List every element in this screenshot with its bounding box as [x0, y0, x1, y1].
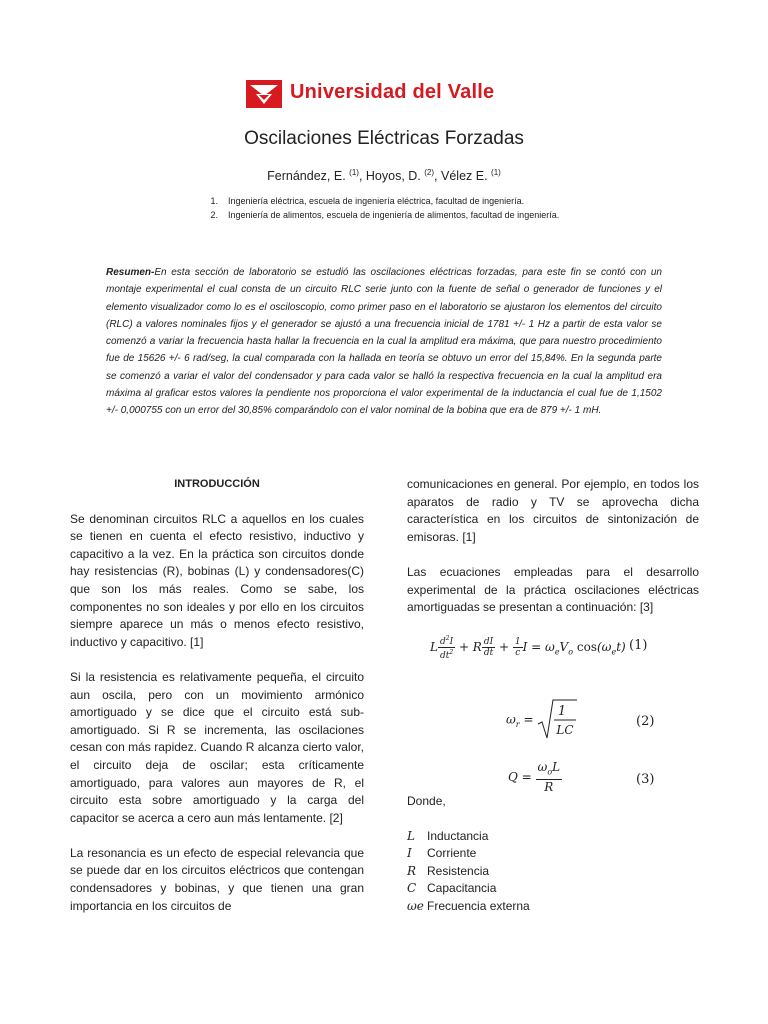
affiliation-2: 2. Ingeniería de alimentos, escuela de ingeniería de alimentos, facultad de ingeniería.	[210, 210, 560, 220]
author-2-affil: (2)	[424, 168, 435, 177]
authors: Fernández, E. $^{(1)}$, Hoyos, D. $^{(2)}$, Vélez E. $^{(1)}$	[267, 168, 501, 184]
university-name: Universidad del Valle	[290, 81, 495, 103]
list-item: L Inductancia	[407, 829, 489, 843]
list-item: C Capacitancia	[407, 881, 497, 896]
svg-text:1: 1	[558, 704, 567, 719]
right-paragraph-2: Las ecuaciones empleadas para el desarrollo experimental de la práctica oscilaciones eléctricas amortiguadas se presentan a continuación: [3]	[407, 564, 699, 615]
abstract	[106, 264, 662, 420]
author-1-affil: (1)	[349, 168, 359, 177]
equation-1: L $\frac{d^2I}{dt^2}$ + R $\frac{dI}{dt}$ + $\frac{1}{c}$ $I = \omega_eV_o$ $\cos(\omega_et)$	[430, 635, 626, 661]
author-2: Hoyos, D.	[365, 169, 421, 184]
list-item: I Corriente	[407, 846, 477, 861]
page-title: Oscilaciones Eléctricas Forzadas	[244, 128, 524, 149]
sqrt-icon	[537, 698, 577, 742]
abstract-label: Resumen-	[106, 267, 155, 278]
intro-paragraph-2: Si la resistencia es relativamente pequeña, el circuito aun oscila, pero con un movimiento armónico amortiguado y se dice que el circuito está sub-amortiguado. Si R se incrementa, las oscilaciones cesan con más rapidez. Cuando R alcanza cierto valor, el circuito deja de oscilar; esta críticamente amortiguado, para valores aun mayores de R, el circuito esta sobre amortiguado y la carga del capacitor se acerca a cero aun más lentamente. [2]	[70, 669, 364, 825]
author-1: Fernández, E.	[267, 169, 346, 184]
author-3-affil: (1)	[491, 168, 501, 177]
author-3: Vélez E.	[441, 169, 488, 184]
list-item: R Resistencia	[407, 863, 490, 878]
equation-2: $\omega_r$ = 1 LC	[506, 698, 577, 742]
univalle-logo-icon	[246, 80, 282, 108]
symbols-list	[407, 828, 530, 915]
equation-2-number: (2)	[636, 714, 655, 729]
equation-3: Q = $\frac{\omega_oL}{R}$	[508, 760, 561, 795]
abstract-text: En esta sección de laboratorio se estudió las oscilaciones eléctricas forzadas, para este fin se contó con un montaje experimental el cual consta de un circuito RLC serie junto con la fuente de señal o generador de funciones y el elemento visualizador como lo es el osciloscopio, como primer paso en el laboratorio se ajustaron los elementos del circuito (RLC) a valores nominales fijos y el generador se ajustó a una frecuencia inicial de 1781 +/- 1 Hz a partir de esta valor se comenzó a variar la frecuencia hasta hallar la frecuencia en la cual la amplitud era máxima, que para nuestro procedimiento fue de 15626 +/- 6 rad/seg, la cual comparada con la hallada en teoría se obtuvo un error del 15,84%. En la segunda parte se comenzó a variar el valor del condensador y para cada valor se halló la respectiva frecuencia en la cual la amplitud era máxima al graficar estos valores la pendiente nos proporciona el valor experimental de la inductancia el cual fue de 1,1502 +/- 0,000755 con un error del 30,85% comparándolo con el valor nominal de la bobina que era de 879 +/- 1 mH.	[106, 267, 662, 417]
left-column	[70, 476, 364, 915]
svg-text:LC: LC	[556, 723, 574, 737]
intro-paragraph-3: La resonancia es un efecto de especial relevancia que se puede dar en los circuitos eléctricos que contengan condensadores y bobinas, y que tienen una gran importancia en los circuitos de	[70, 845, 364, 913]
university-logo	[246, 80, 536, 110]
right-column	[407, 476, 699, 634]
right-paragraph-1: comunicaciones en general. Por ejemplo, en todos los aparatos de radio y TV se aprovecha dicha característica en los circuitos de sintonización de emisoras. [1]	[407, 477, 699, 544]
list-item: ωe Frecuencia externa	[407, 898, 530, 913]
section-heading-introduccion: INTRODUCCIÓN	[174, 478, 260, 490]
equation-1-number: (1)	[629, 638, 648, 653]
donde-label: Donde,	[407, 794, 446, 808]
affiliation-1: 1. Ingeniería eléctrica, escuela de ingeniería eléctrica, facultad de ingeniería.	[210, 196, 525, 206]
intro-paragraph-1: Se denominan circuitos RLC a aquellos en los cuales se tienen en cuenta el efecto resistivo, inductivo y capacitivo a la vez. En la práctica son circuitos donde hay resistencias (R), bobinas (L) y condensadores(C) que son los más reales. Como se sabe, los componentes no son ideales y por ello en los circuitos siempre aparece un más o menos efecto resistivo, inductivo y capacitivo. [1]	[70, 511, 364, 649]
equation-3-number: (3)	[636, 772, 655, 787]
